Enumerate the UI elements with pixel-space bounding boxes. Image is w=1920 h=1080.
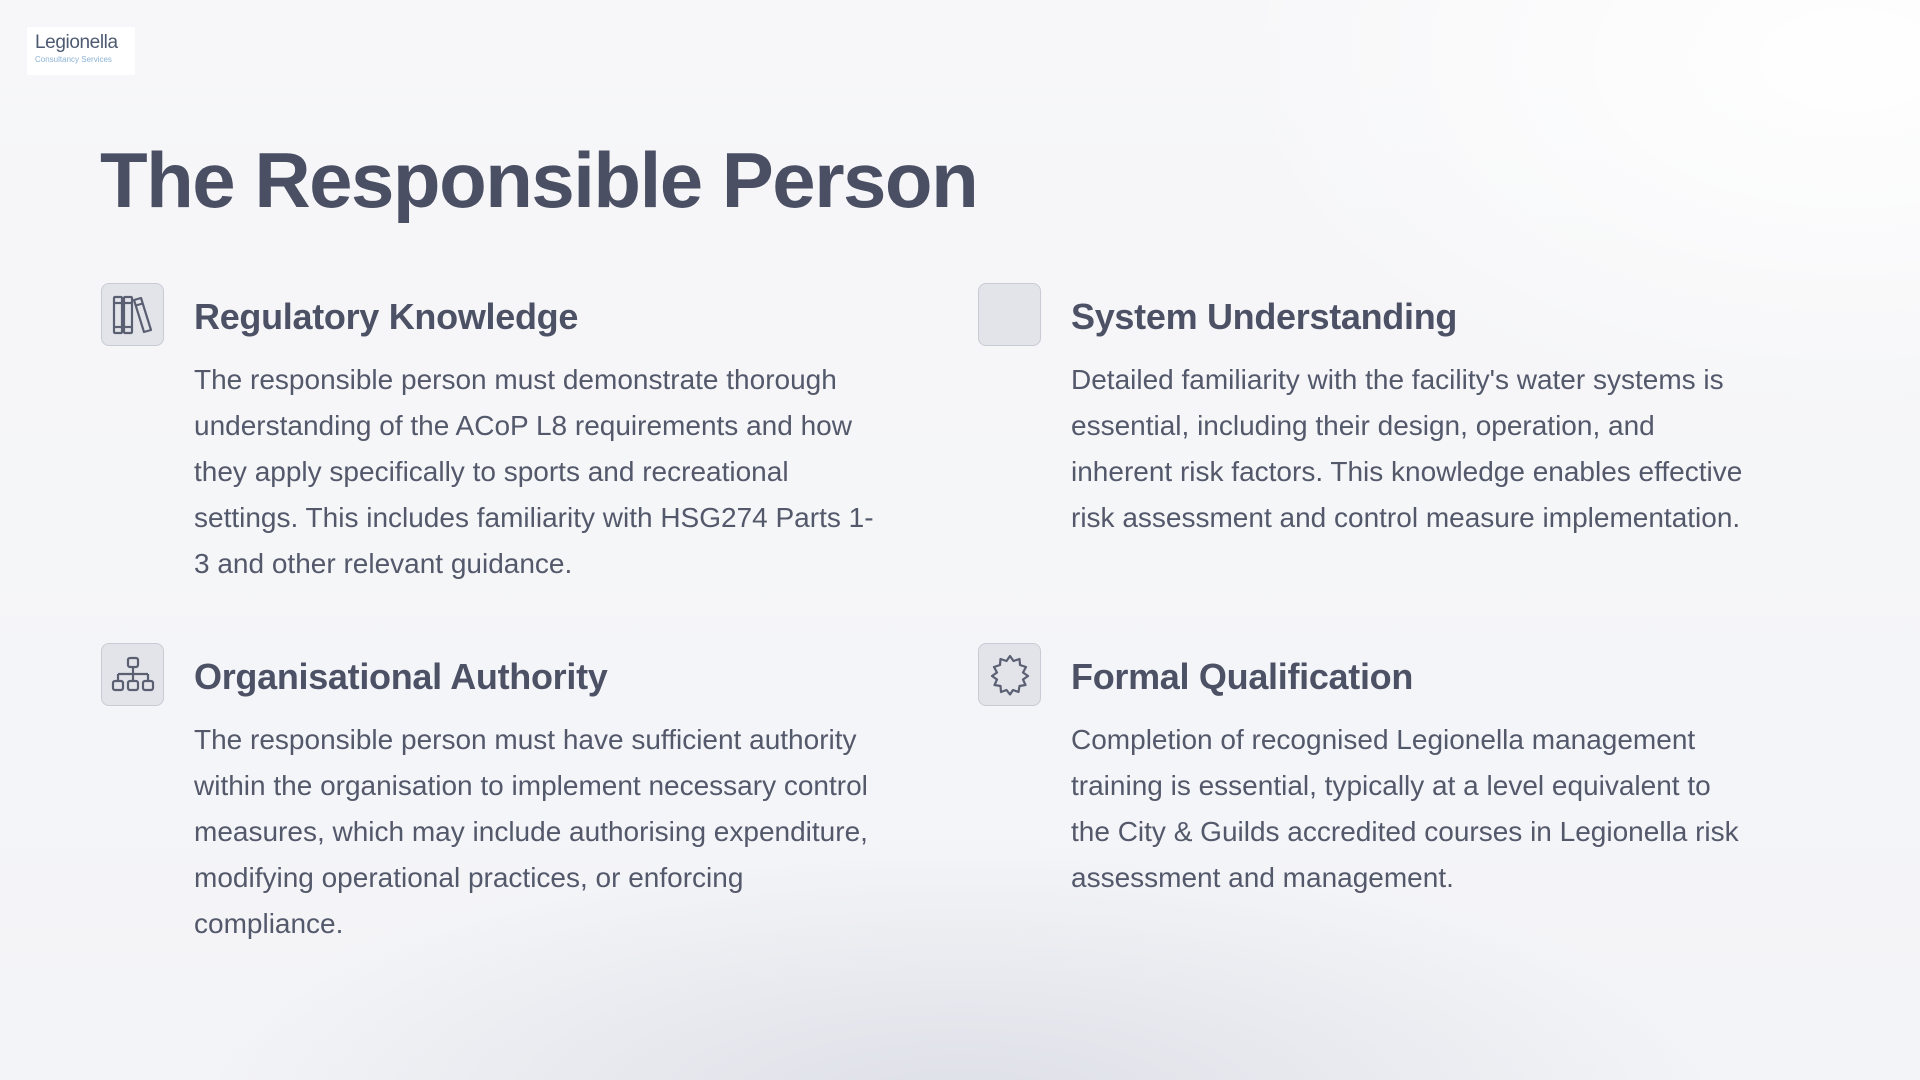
card-description: The responsible person must demonstrate thorough understanding of the ACoP L8 requirements and how they apply specifically to sports and recreational settings. This includes familiarity with HSG274 Parts 1-3 and other relevant guidance. [194, 364, 874, 579]
card-description: The responsible person must have sufficient authority within the organisation to implement necessary control measures, which may include authorising expenditure, modifying operational practices, or enforcing compliance. [194, 724, 868, 939]
org-chart-icon [101, 643, 164, 706]
card-title: Formal Qualification [1071, 656, 1414, 697]
books-icon [101, 283, 164, 346]
card-description: Detailed familiarity with the facility's water systems is essential, including their design, operation, and inherent risk factors. This knowledge enables effective risk assessment and control measure implementation. [1071, 364, 1743, 533]
company-logo [27, 27, 135, 75]
blank-icon [978, 283, 1041, 346]
card-description: Completion of recognised Legionella management training is essential, typically at a level equivalent to the City & Guilds accredited courses in Legionella risk assessment and management. [1071, 724, 1739, 893]
logo-name: Legionella [35, 32, 118, 53]
card-title: System Understanding [1071, 296, 1458, 337]
logo-subtitle: Consultancy Services [35, 55, 112, 64]
page-title: The Responsible Person [100, 136, 978, 224]
card-title: Regulatory Knowledge [194, 296, 579, 337]
certificate-badge-icon [978, 643, 1041, 706]
card-title: Organisational Authority [194, 656, 608, 697]
